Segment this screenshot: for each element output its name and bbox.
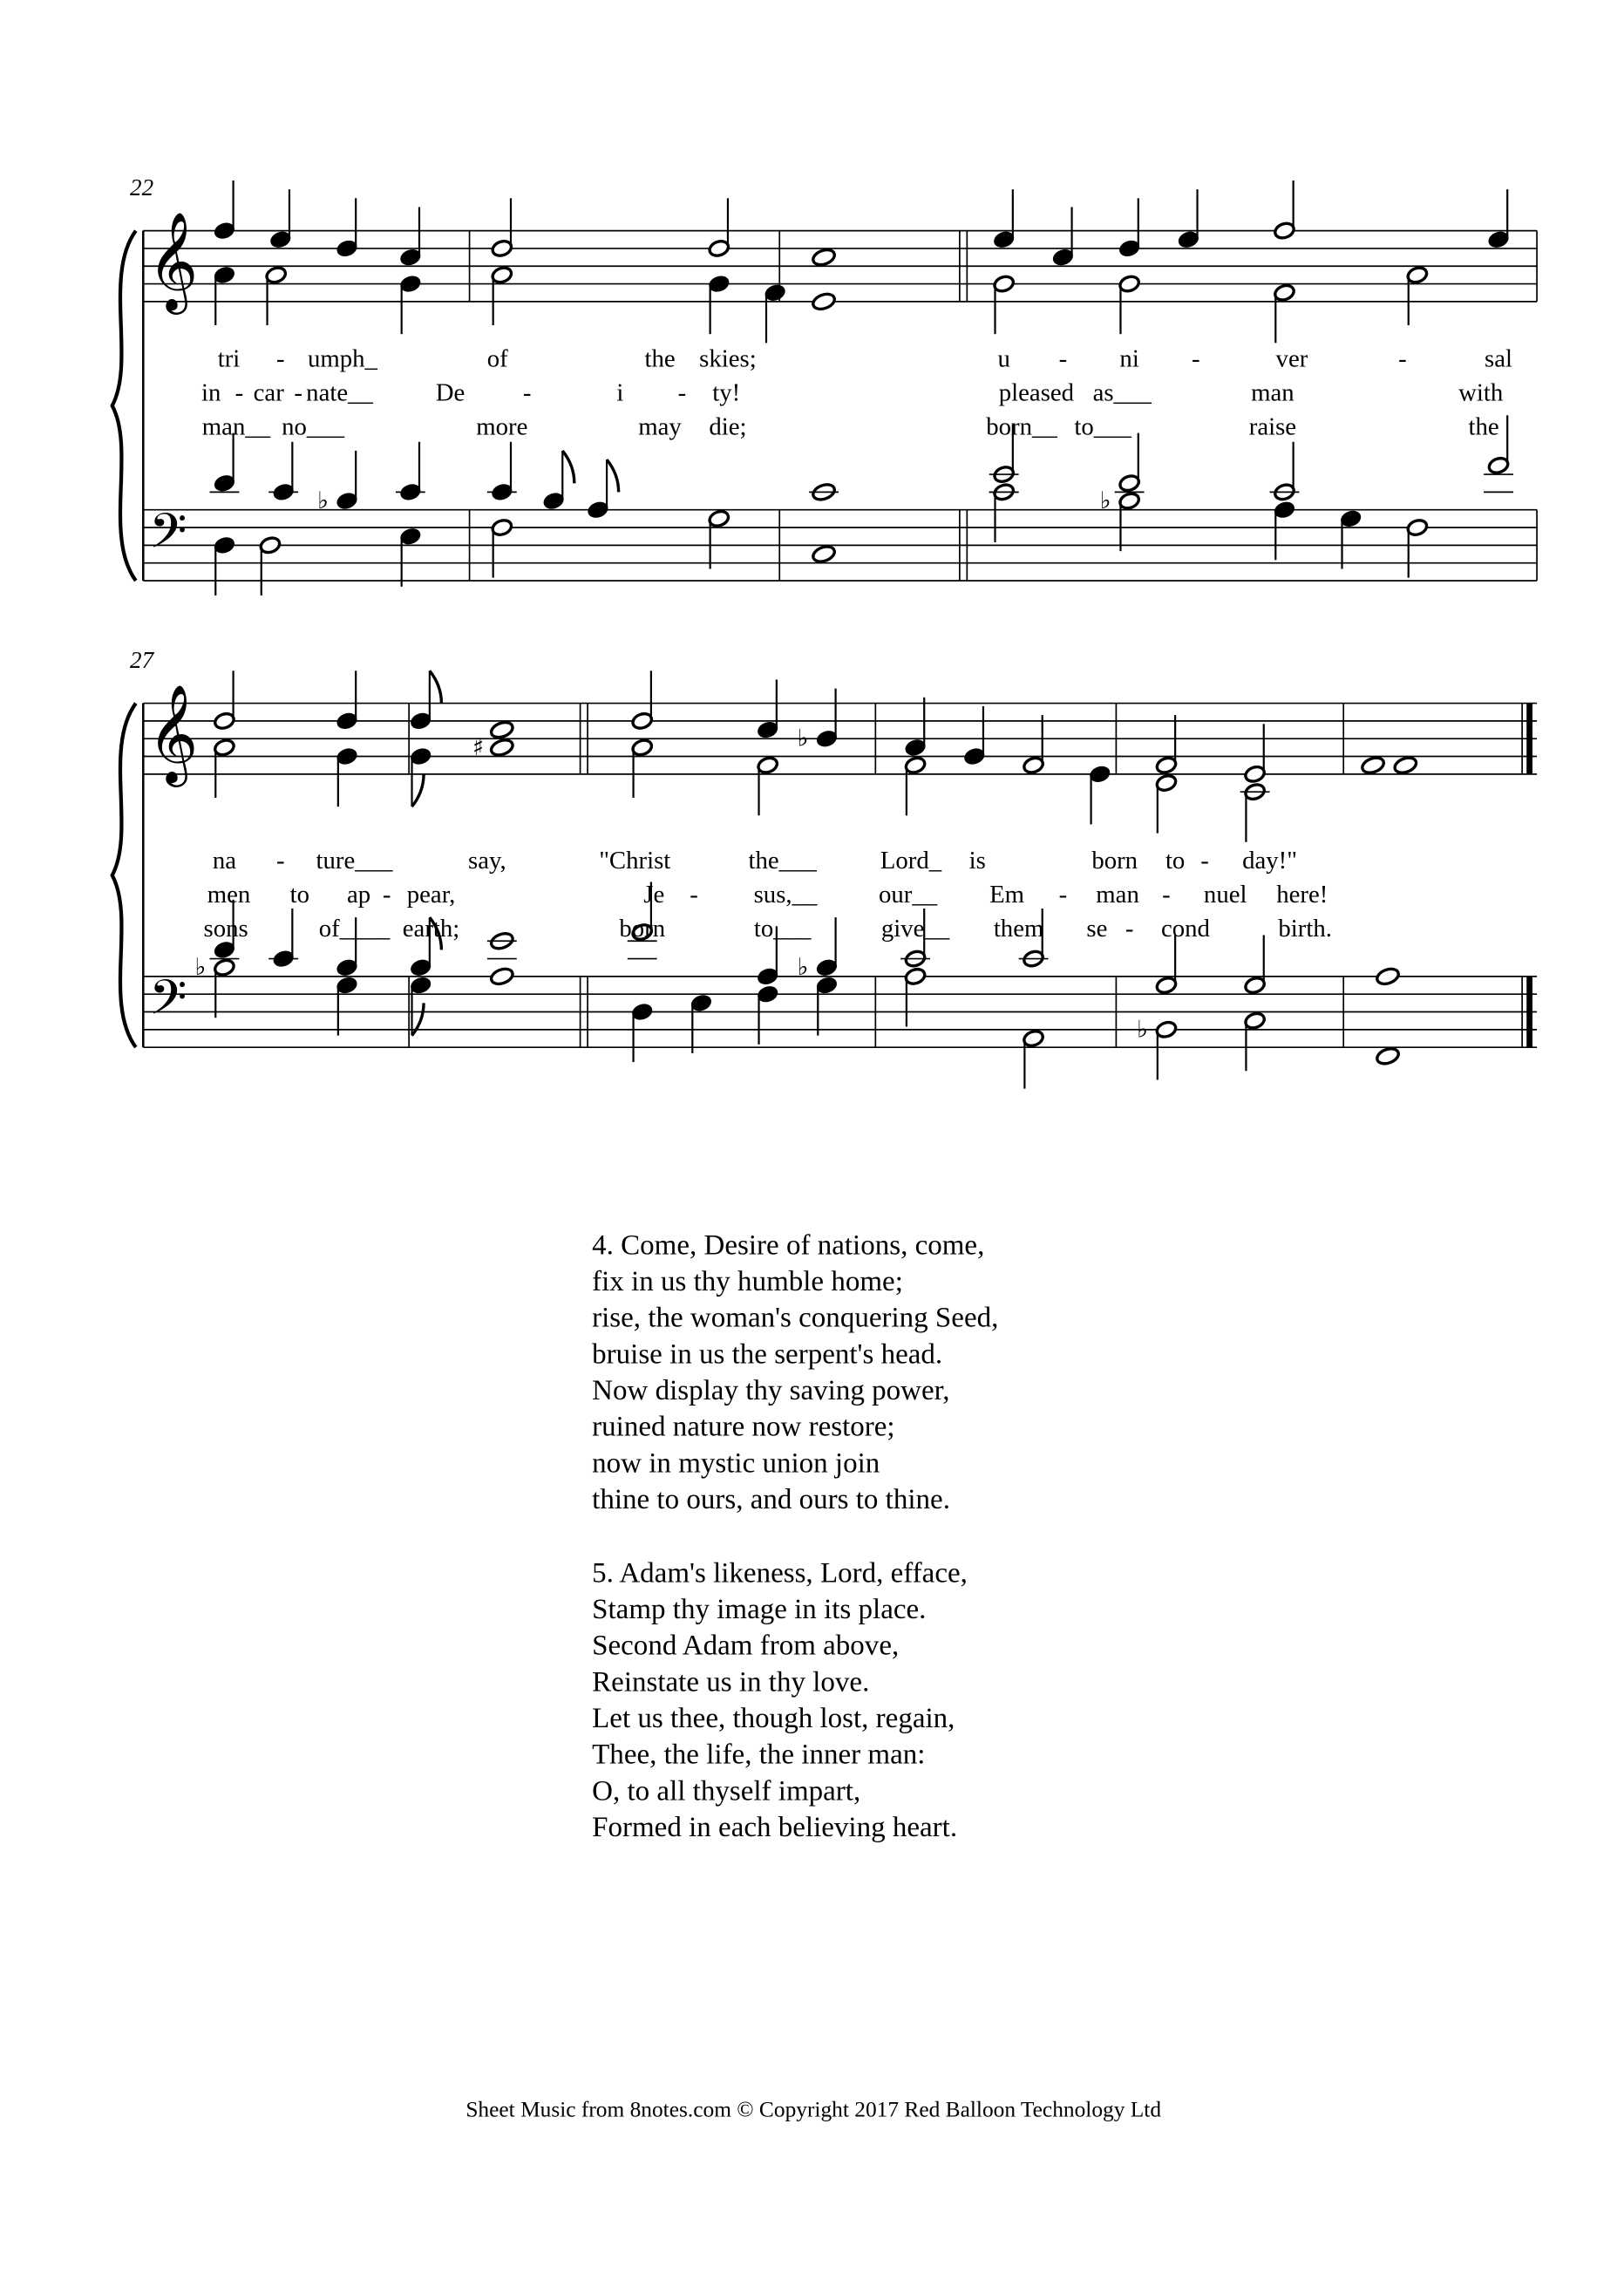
- notehead: [811, 544, 836, 564]
- lyric-syllable: born: [619, 915, 666, 943]
- lyric-syllable: as___: [1092, 378, 1152, 407]
- lyric-syllable: -: [1162, 881, 1171, 909]
- lyric-syllable: our__: [879, 881, 938, 909]
- notehead: [1393, 755, 1418, 775]
- lyric-syllable: is: [968, 847, 986, 875]
- lyric-syllable: ty!: [712, 378, 741, 407]
- copyright-footer: Sheet Music from 8notes.com © Copyright 2017 Red Balloon Technology Ltd: [465, 2097, 1162, 2122]
- lyric-syllable: pear,: [406, 881, 456, 909]
- verse-line: Second Adam from above,: [592, 1630, 900, 1662]
- verse-line: ruined nature now restore;: [592, 1411, 895, 1443]
- verse-line: Formed in each believing heart.: [592, 1811, 958, 1843]
- lyric-syllable: more: [476, 412, 528, 441]
- lyric-syllable: -: [690, 881, 698, 909]
- lyric-syllable: nate__: [306, 378, 373, 407]
- lyric-syllable: umph_: [307, 344, 377, 373]
- lyric-syllable: birth.: [1278, 915, 1332, 943]
- lyric-syllable: man__: [201, 412, 271, 441]
- treble-clef-icon: 𝄞: [147, 684, 199, 784]
- lyric-syllable: -: [1398, 344, 1407, 373]
- lyric-syllable: -: [234, 378, 244, 407]
- lyric-syllable: "Christ: [599, 847, 671, 875]
- lyric-syllable: -: [1058, 344, 1068, 373]
- lyric-syllable: raise: [1248, 412, 1297, 441]
- lyric-syllable: men: [207, 881, 251, 909]
- notehead: [489, 719, 514, 739]
- lyric-syllable: born: [1091, 847, 1138, 875]
- lyric-syllable: pleased: [998, 378, 1075, 407]
- music-notation: [112, 180, 1537, 1089]
- notehead: [489, 738, 514, 758]
- final-barline: [1526, 704, 1532, 774]
- lyric-syllable: sal: [1485, 344, 1513, 373]
- flat-icon: ♭: [194, 954, 207, 982]
- measure-number-22: 22: [130, 174, 154, 201]
- note-flag: [412, 1003, 425, 1035]
- measure-number-27: 27: [130, 646, 154, 673]
- flat-icon: ♭: [1099, 487, 1111, 515]
- notehead: [489, 966, 514, 986]
- verse-line: Reinstate us in thy love.: [592, 1666, 870, 1698]
- lyric-syllable: cond: [1161, 915, 1210, 943]
- lyric-syllable: with: [1458, 378, 1504, 407]
- lyric-syllable: man: [1251, 378, 1294, 407]
- lyric-syllable: u: [997, 344, 1010, 373]
- lyric-syllable: to___: [753, 915, 812, 943]
- lyric-syllable: say,: [468, 847, 506, 875]
- lyric-syllable: tri: [217, 344, 241, 373]
- verse-line: 4. Come, Desire of nations, come,: [592, 1229, 985, 1262]
- verse-line: Now display thy saving power,: [592, 1374, 950, 1406]
- lyric-syllable: the: [644, 344, 676, 373]
- lyric-syllable: -: [294, 378, 302, 407]
- verse-line: 5. Adam's likeness, Lord, efface,: [592, 1557, 968, 1589]
- lyric-syllable: ni: [1119, 344, 1139, 373]
- lyric-syllable: -: [1192, 344, 1200, 373]
- bass-clef-icon: 𝄢: [149, 969, 187, 1038]
- lyric-syllable: the: [1468, 412, 1499, 441]
- note-flag: [412, 774, 425, 807]
- sharp-icon: ♯: [472, 733, 485, 761]
- flat-icon: ♭: [797, 954, 809, 982]
- lyric-syllable: no___: [282, 412, 345, 441]
- verse-line: O, to all thyself impart,: [592, 1775, 861, 1807]
- notehead: [811, 291, 836, 311]
- lyric-syllable: of____: [318, 915, 391, 943]
- lyric-syllable: -: [1200, 847, 1209, 875]
- brace: [112, 704, 136, 1048]
- lyric-syllable: -: [1058, 881, 1068, 909]
- verse-line: rise, the woman's conquering Seed,: [592, 1302, 999, 1334]
- lyric-syllable: ap: [346, 881, 371, 909]
- lyric-syllable: to___: [1074, 412, 1131, 441]
- lyric-syllable: die;: [709, 412, 747, 441]
- lyric-syllable: to: [289, 881, 310, 909]
- lyric-syllable: Em: [989, 881, 1025, 909]
- lyric-syllable: in: [200, 378, 221, 407]
- lyric-syllable: i: [616, 378, 624, 407]
- verse-line: Stamp thy image in its place.: [592, 1593, 927, 1625]
- lyric-syllable: born__: [986, 412, 1057, 441]
- lyric-syllable: -: [275, 344, 285, 373]
- lyric-syllable: -: [382, 881, 391, 909]
- verses-text: [592, 1229, 998, 1843]
- lyric-syllable: skies;: [699, 344, 757, 373]
- lyric-syllable: earth;: [402, 915, 460, 943]
- lyric-syllable: ture___: [316, 847, 393, 875]
- lyric-syllable: Lord_: [880, 847, 942, 875]
- notehead: [1375, 966, 1400, 986]
- lyric-syllable: car: [253, 378, 284, 407]
- verse-line: Let us thee, though lost, regain,: [592, 1702, 955, 1734]
- lyric-syllable: give__: [880, 915, 950, 943]
- lyric-syllable: se: [1086, 915, 1108, 943]
- note-flag: [607, 459, 619, 492]
- verse-line: thine to ours, and ours to thine.: [592, 1483, 950, 1515]
- flat-icon: ♭: [317, 487, 329, 515]
- lyric-syllable: sus,__: [753, 881, 818, 909]
- flat-icon: ♭: [797, 725, 809, 752]
- flat-icon: ♭: [1137, 1016, 1148, 1044]
- lyric-syllable: nuel: [1203, 881, 1247, 909]
- lyric-syllable: of: [486, 344, 508, 373]
- verse-line: bruise in us the serpent's head.: [592, 1338, 943, 1371]
- notehead: [811, 247, 836, 267]
- lyric-syllable: here!: [1276, 881, 1328, 909]
- brace: [112, 231, 136, 581]
- lyric-syllable: De: [435, 378, 465, 407]
- lyric-syllable: ver: [1275, 344, 1308, 373]
- lyric-syllable: sons: [203, 915, 248, 943]
- lyric-syllable: Je: [643, 881, 665, 909]
- bass-clef-icon: 𝄢: [149, 501, 187, 571]
- verse-line: Thee, the life, the inner man:: [592, 1739, 926, 1771]
- verse-line: now in mystic union join: [592, 1447, 880, 1480]
- lyric-syllable: -: [275, 847, 285, 875]
- lyric-syllable: na: [212, 847, 237, 875]
- lyric-syllable: them: [993, 915, 1044, 943]
- lyric-syllable: day!": [1242, 847, 1297, 875]
- lyric-syllable: the___: [748, 847, 817, 875]
- treble-clef-icon: 𝄞: [147, 211, 199, 311]
- lyric-syllable: man: [1096, 881, 1139, 909]
- notehead: [1360, 755, 1385, 775]
- note-flag: [430, 671, 442, 703]
- lyric-syllable: may: [638, 412, 682, 441]
- note-flag: [562, 451, 574, 483]
- lyric-syllable: -: [677, 378, 687, 407]
- verse-line: fix in us thy humble home;: [592, 1265, 903, 1297]
- lyrics: [201, 344, 1512, 943]
- notehead: [1375, 1046, 1400, 1066]
- system-2: [112, 671, 1537, 1088]
- lyric-syllable: -: [1125, 915, 1134, 943]
- lyric-syllable: -: [522, 378, 532, 407]
- lyric-syllable: to: [1165, 847, 1186, 875]
- final-barline: [1526, 977, 1532, 1047]
